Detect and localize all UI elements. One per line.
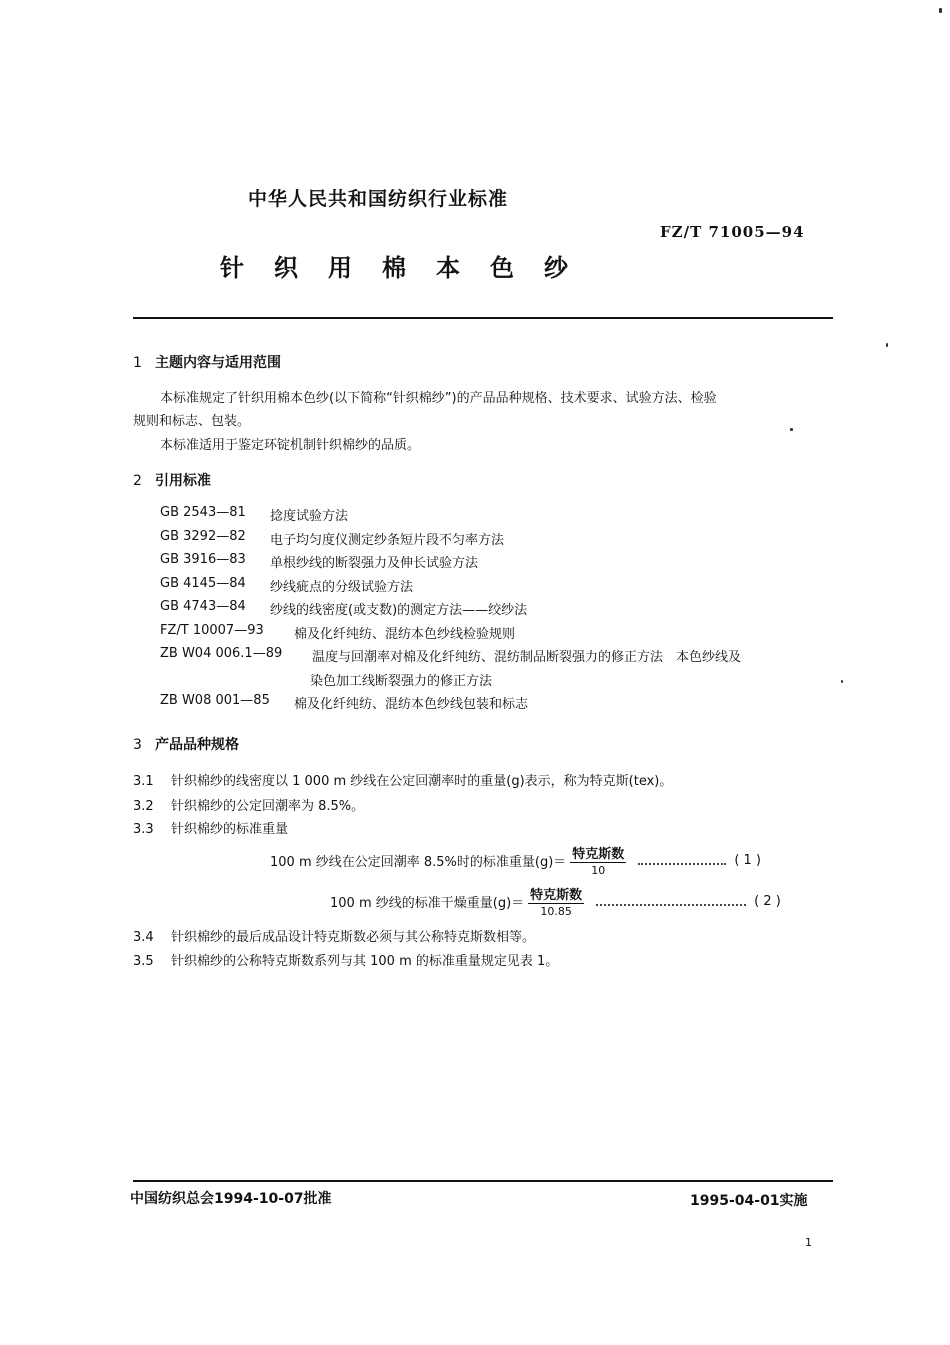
ref-code: GB 3916—83 xyxy=(160,552,246,567)
ref-code: GB 4743—84 xyxy=(160,599,246,614)
clause-number: 3.5 xyxy=(133,954,154,969)
clause-text: 针织棉纱的标准重量 xyxy=(171,822,289,837)
formula-fraction xyxy=(528,884,584,918)
footer-rule xyxy=(133,1180,833,1182)
reference-item xyxy=(160,599,850,623)
ref-title: 电子均匀度仪测定纱条短片段不匀率方法 xyxy=(270,532,505,548)
ref-title: 棉及化纤纯纺、混纺本色纱线包装和标志 xyxy=(294,697,529,712)
formula-1 xyxy=(270,843,830,877)
clause-3-3 xyxy=(133,818,288,842)
section-number: 2 xyxy=(133,473,142,489)
section-number: 1 xyxy=(133,355,142,371)
s1-paragraph-line2: 规则和标志、包装。 xyxy=(133,414,251,429)
reference-item xyxy=(160,693,850,717)
section-title: 主题内容与适用范围 xyxy=(155,355,281,371)
clause-3-2 xyxy=(133,795,364,819)
page-number: 1 xyxy=(805,1236,812,1249)
effective-date: 1995-04-01实施 xyxy=(690,1193,808,1209)
clause-text: 针织棉纱的公称特克斯数系列与其 100 m 的标准重量规定见表 1。 xyxy=(171,954,559,969)
reference-item-continued xyxy=(160,670,850,694)
standard-code: FZ/T 71005—94 xyxy=(660,223,805,241)
ref-title: 纱线的线密度(或支数)的测定方法——绞纱法 xyxy=(270,603,528,618)
section-2-heading xyxy=(133,470,211,490)
s1-paragraph-line1: 本标准规定了针织用棉本色纱(以下简称“针织棉纱”)的产品品种规格、技术要求、试验方法、检验 xyxy=(160,391,717,406)
formula-number: ( 1 ) xyxy=(734,852,761,868)
section-number: 3 xyxy=(133,737,142,753)
section-title: 引用标准 xyxy=(155,473,211,489)
reference-item xyxy=(160,623,850,647)
reference-item xyxy=(160,552,850,576)
section-title: 产品品种规格 xyxy=(155,737,239,753)
formula-lhs: 100 m 纱线的标准干燥重量(g)＝ xyxy=(330,895,525,911)
ref-code: GB 3292—82 xyxy=(160,528,246,544)
fraction-denominator: 10 xyxy=(591,864,606,877)
fraction-denominator: 10.85 xyxy=(540,905,572,918)
formula-lhs: 100 m 纱线在公定回潮率 8.5%时的标准重量(g)＝ xyxy=(270,854,567,870)
clause-3-5 xyxy=(133,950,558,974)
ref-code: GB 4145—84 xyxy=(160,575,246,591)
scan-speck xyxy=(790,428,793,431)
s1-paragraph-2: 本标准适用于鉴定环锭机制针织棉纱的品质。 xyxy=(160,438,421,453)
approval-date: 中国纺织总会1994-10-07批准 xyxy=(130,1191,332,1207)
ref-title: 温度与回潮率对棉及化纤纯纺、混纺制品断裂强力的修正方法 本色纱线及 xyxy=(312,650,742,665)
ref-code: ZB W04 006.1—89 xyxy=(160,646,283,661)
reference-item xyxy=(160,576,850,600)
fraction-numerator: 特克斯数 xyxy=(570,843,626,863)
clause-text: 针织棉纱的最后成品设计特克斯数必须与其公称特克斯数相等。 xyxy=(171,930,536,945)
issuing-body: 中华人民共和国纺织行业标准 xyxy=(248,188,509,210)
ref-code: FZ/T 10007—93 xyxy=(160,622,264,638)
clause-number: 3.1 xyxy=(133,774,154,789)
clause-number: 3.2 xyxy=(133,799,154,814)
scan-speck xyxy=(886,343,888,347)
ref-title: 棉及化纤纯纺、混纺本色纱线检验规则 xyxy=(294,626,516,642)
dot-leader xyxy=(638,855,726,865)
ref-title-cont: 染色加工线断裂强力的修正方法 xyxy=(310,673,493,689)
clause-text: 针织棉纱的公定回潮率为 8.5%。 xyxy=(171,799,365,814)
header-rule xyxy=(133,317,833,319)
reference-item xyxy=(160,646,850,670)
reference-item xyxy=(160,505,850,529)
dot-leader xyxy=(596,896,746,906)
ref-title: 捻度试验方法 xyxy=(270,509,349,524)
scan-speck xyxy=(939,8,942,13)
clause-number: 3.3 xyxy=(133,822,154,837)
formula-fraction xyxy=(570,843,626,877)
reference-item xyxy=(160,529,850,553)
document-title: 针织用棉本色纱 xyxy=(220,254,598,282)
ref-title: 纱线疵点的分级试验方法 xyxy=(270,579,414,595)
fraction-numerator: 特克斯数 xyxy=(528,884,584,904)
clause-number: 3.4 xyxy=(133,930,154,945)
clause-text: 针织棉纱的线密度以 1 000 m 纱线在公定回潮率时的重量(g)表示，称为特克斯(tex)。 xyxy=(171,774,673,789)
section-1-heading xyxy=(133,352,281,372)
ref-code: ZB W08 001—85 xyxy=(160,693,270,708)
clause-3-1 xyxy=(133,770,672,794)
clause-3-4 xyxy=(133,926,535,950)
ref-title: 单根纱线的断裂强力及伸长试验方法 xyxy=(270,556,479,571)
scan-speck xyxy=(841,680,843,683)
reference-list xyxy=(160,505,850,717)
section-3-heading xyxy=(133,734,239,754)
formula-number: ( 2 ) xyxy=(754,893,781,909)
formula-2 xyxy=(330,884,830,918)
ref-code: GB 2543—81 xyxy=(160,505,246,520)
